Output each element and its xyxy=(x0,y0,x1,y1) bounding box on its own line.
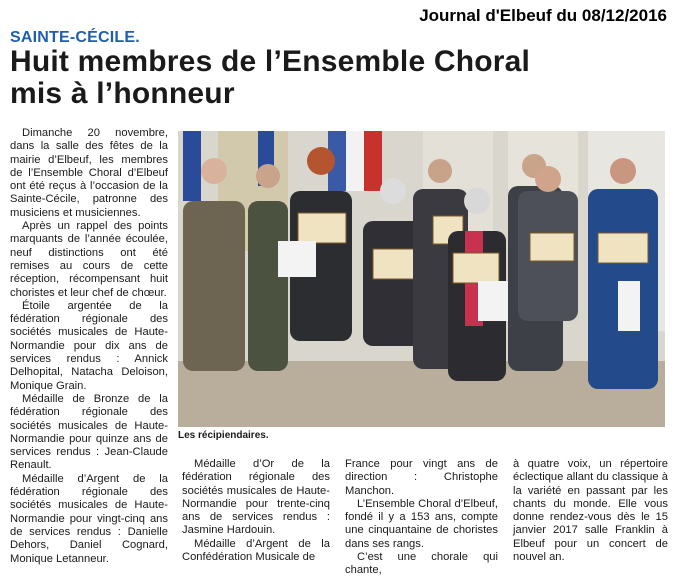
paragraph: C’est une chorale qui chante, xyxy=(345,551,498,577)
section-kicker: SAINTE-CÉCILE. xyxy=(10,29,140,46)
paragraph: L’Ensemble Choral d’Elbeuf, fondé il y a 153 ans, compte une cinquantaine de choristes dans ses rangs. xyxy=(345,497,498,550)
photo-caption: Les récipiendaires. xyxy=(178,430,269,441)
article-column-2 xyxy=(182,458,330,564)
article-column-4 xyxy=(513,458,668,564)
paragraph: Médaille d’Argent de la Confédération Musicale de xyxy=(182,537,330,564)
paragraph: Étoile argentée de la fédération régionale des sociétés musicales de Haute-Normandie pour dix ans de services rendus : Annick Delhopital, Natacha Deloison, Monique Grain. xyxy=(10,299,168,392)
paragraph: Après un rappel des points marquants de l’année écoulée, neuf distinctions ont été remises au cours de cette réception, récompensant huit choristes et leur chef de chœur. xyxy=(10,220,168,299)
paragraph: Médaille d’Or de la fédération régionale des sociétés musicales de Haute-Normandie pour trente-cinq ans de services rendus : Jasmine Hardouin. xyxy=(182,458,330,537)
headline-line-1: Huit membres de l’Ensemble Choral xyxy=(10,45,531,78)
paragraph: France pour vingt ans de direction : Christophe Manchon. xyxy=(345,458,498,497)
paragraph: Médaille de Bronze de la fédération régionale des sociétés musicales de Haute-Normandie pour quinze ans de services rendus : Jean-Claude Renault. xyxy=(10,392,168,472)
paragraph: Dimanche 20 novembre, dans la salle des fêtes de la mairie d’Elbeuf, les membres de l’Ensemble Choral d’Elbeuf ont été reçus à l’occasion de la Sainte-Cécile, patronne des musiciens et musiciennes. xyxy=(10,127,168,219)
photo-illustration xyxy=(178,131,665,427)
headline-line-2: mis à l’honneur xyxy=(10,77,235,110)
article-column-3 xyxy=(345,458,498,578)
group-photo xyxy=(178,131,665,427)
paragraph: à quatre voix, un répertoire éclectique allant du classique à la variété en passant par les chants du monde. Elle vous donne rendez-vous dès le 15 janvier 2017 salle Franklin à Elbeuf pour un concert de nouvel an. xyxy=(513,458,668,564)
newspaper-source: Journal d'Elbeuf du 08/12/2016 xyxy=(419,6,667,25)
paragraph: Médaille d’Argent de la fédération régionale des sociétés musicales de Haute-Normandie pour vingt-cinq ans de services rendus : Danielle Dehors, Daniel Cognard, Monique Letanneur. xyxy=(10,472,168,565)
article-column-1 xyxy=(10,127,168,566)
article-headline xyxy=(10,46,650,110)
